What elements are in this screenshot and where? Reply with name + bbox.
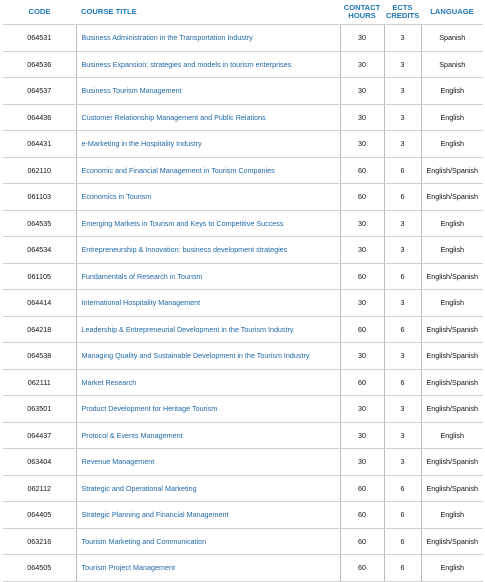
table-row [3, 475, 483, 502]
header-row [3, 0, 483, 25]
table-row [3, 343, 483, 370]
course-code: 062110 [3, 157, 76, 184]
contact-hours: 60 [340, 528, 384, 555]
course-title-link[interactable]: Economics in Tourism [76, 184, 340, 211]
table-row [3, 369, 483, 396]
header-language: LANGUAGE [430, 6, 474, 16]
course-language: English/Spanish [421, 316, 483, 343]
table-row [3, 104, 483, 131]
table-row [3, 396, 483, 423]
course-table-body [3, 25, 483, 582]
course-title-link[interactable]: Business Expansion: strategies and models in tourism enterprises [76, 51, 340, 78]
course-code: 064534 [3, 237, 76, 264]
course-title-link[interactable]: Market Research [76, 369, 340, 396]
course-title-link[interactable]: Strategic Planning and Financial Management [76, 502, 340, 529]
course-title-link[interactable]: Entrepreneurship & Innovation: business development strategies [76, 237, 340, 264]
course-code: 064405 [3, 502, 76, 529]
course-code: 064431 [3, 131, 76, 158]
contact-hours: 30 [340, 237, 384, 264]
table-row [3, 502, 483, 529]
course-language: English [421, 290, 483, 317]
course-language: English [421, 131, 483, 158]
ects-credits: 3 [384, 210, 421, 237]
header-code: CODE [28, 6, 51, 16]
contact-hours: 60 [340, 316, 384, 343]
header-contact-hours: CONTACT HOURS [343, 2, 381, 20]
ects-credits: 3 [384, 396, 421, 423]
course-code: 064536 [3, 51, 76, 78]
course-language: English/Spanish [421, 184, 483, 211]
course-table-header [3, 0, 483, 25]
table-row [3, 316, 483, 343]
course-language: English/Spanish [421, 449, 483, 476]
course-title-link[interactable]: Revenue Management [76, 449, 340, 476]
contact-hours: 30 [340, 104, 384, 131]
table-row [3, 422, 483, 449]
course-code: 064505 [3, 555, 76, 582]
course-code: 063501 [3, 396, 76, 423]
course-code: 063216 [3, 528, 76, 555]
table-row [3, 25, 483, 52]
header-ects-credits: ECTS CREDITS [385, 2, 420, 20]
course-language: English [421, 555, 483, 582]
contact-hours: 60 [340, 184, 384, 211]
contact-hours: 30 [340, 449, 384, 476]
course-title-link[interactable]: Fundamentals of Research in Tourism [76, 263, 340, 290]
table-row [3, 157, 483, 184]
ects-credits: 6 [384, 369, 421, 396]
course-title-link[interactable]: Product Development for Heritage Tourism [76, 396, 340, 423]
course-code: 064537 [3, 78, 76, 105]
course-title-link[interactable]: Tourism Marketing and Communication [76, 528, 340, 555]
ects-credits: 6 [384, 502, 421, 529]
course-code: 063404 [3, 449, 76, 476]
course-code: 064531 [3, 25, 76, 52]
contact-hours: 30 [340, 396, 384, 423]
course-title-link[interactable]: Protocol & Events Management [76, 422, 340, 449]
course-language: English/Spanish [421, 475, 483, 502]
ects-credits: 6 [384, 475, 421, 502]
course-title-link[interactable]: Business Administration in the Transportation Industry [76, 25, 340, 52]
ects-credits: 3 [384, 131, 421, 158]
ects-credits: 3 [384, 51, 421, 78]
course-code: 064414 [3, 290, 76, 317]
course-language: English [421, 78, 483, 105]
ects-credits: 3 [384, 290, 421, 317]
course-language: English [421, 422, 483, 449]
course-code: 062112 [3, 475, 76, 502]
table-row [3, 449, 483, 476]
ects-credits: 6 [384, 555, 421, 582]
course-code: 064535 [3, 210, 76, 237]
ects-credits: 3 [384, 422, 421, 449]
contact-hours: 30 [340, 210, 384, 237]
course-table [3, 0, 483, 582]
table-row [3, 210, 483, 237]
contact-hours: 60 [340, 475, 384, 502]
table-row [3, 290, 483, 317]
ects-credits: 6 [384, 157, 421, 184]
ects-credits: 3 [384, 237, 421, 264]
ects-credits: 6 [384, 316, 421, 343]
ects-credits: 3 [384, 343, 421, 370]
contact-hours: 30 [340, 343, 384, 370]
contact-hours: 60 [340, 369, 384, 396]
course-language: Spanish [421, 25, 483, 52]
course-code: 061105 [3, 263, 76, 290]
contact-hours: 60 [340, 502, 384, 529]
course-language: English [421, 237, 483, 264]
course-language: English [421, 104, 483, 131]
table-row [3, 131, 483, 158]
course-title-link[interactable]: e-Marketing in the Hospitality Industry [76, 131, 340, 158]
ects-credits: 3 [384, 78, 421, 105]
ects-credits: 3 [384, 104, 421, 131]
course-language: English/Spanish [421, 396, 483, 423]
course-title-link[interactable]: Business Tourism Management [76, 78, 340, 105]
contact-hours: 30 [340, 25, 384, 52]
course-code: 064218 [3, 316, 76, 343]
course-code: 062111 [3, 369, 76, 396]
course-language: English/Spanish [421, 157, 483, 184]
contact-hours: 60 [340, 555, 384, 582]
table-row [3, 528, 483, 555]
course-language: Spanish [421, 51, 483, 78]
course-title-link[interactable]: Economic and Financial Management in Tourism Companies [76, 157, 340, 184]
course-code: 064538 [3, 343, 76, 370]
table-row [3, 263, 483, 290]
course-language: English/Spanish [421, 528, 483, 555]
course-code: 061103 [3, 184, 76, 211]
contact-hours: 30 [340, 422, 384, 449]
course-language: English [421, 210, 483, 237]
ects-credits: 6 [384, 263, 421, 290]
course-language: English/Spanish [421, 343, 483, 370]
table-row [3, 555, 483, 582]
course-title-link[interactable]: Managing Quality and Sustainable Development in the Tourism Industry [76, 343, 340, 370]
course-title-link[interactable]: Strategic and Operational Marketing [76, 475, 340, 502]
course-language: English/Spanish [421, 263, 483, 290]
course-language: English/Spanish [421, 369, 483, 396]
ects-credits: 6 [384, 528, 421, 555]
table-row [3, 78, 483, 105]
ects-credits: 6 [384, 184, 421, 211]
contact-hours: 60 [340, 263, 384, 290]
table-row [3, 184, 483, 211]
contact-hours: 30 [340, 290, 384, 317]
ects-credits: 3 [384, 449, 421, 476]
course-title-link[interactable]: Customer Relationship Management and Public Relations [76, 104, 340, 131]
contact-hours: 30 [340, 131, 384, 158]
header-course-title: COURSE TITLE [81, 6, 137, 16]
course-language: English [421, 502, 483, 529]
course-code: 064436 [3, 104, 76, 131]
table-row [3, 51, 483, 78]
contact-hours: 30 [340, 51, 384, 78]
course-title-link[interactable]: Emerging Markets in Tourism and Keys to Competitive Success [76, 210, 340, 237]
course-title-link[interactable]: Leadership & Entrepreneurial Development in the Tourism Industry [76, 316, 340, 343]
course-title-link[interactable]: Tourism Project Management [76, 555, 340, 582]
ects-credits: 3 [384, 25, 421, 52]
contact-hours: 30 [340, 78, 384, 105]
table-row [3, 237, 483, 264]
course-title-link[interactable]: International Hospitality Management [76, 290, 340, 317]
contact-hours: 60 [340, 157, 384, 184]
course-code: 064437 [3, 422, 76, 449]
